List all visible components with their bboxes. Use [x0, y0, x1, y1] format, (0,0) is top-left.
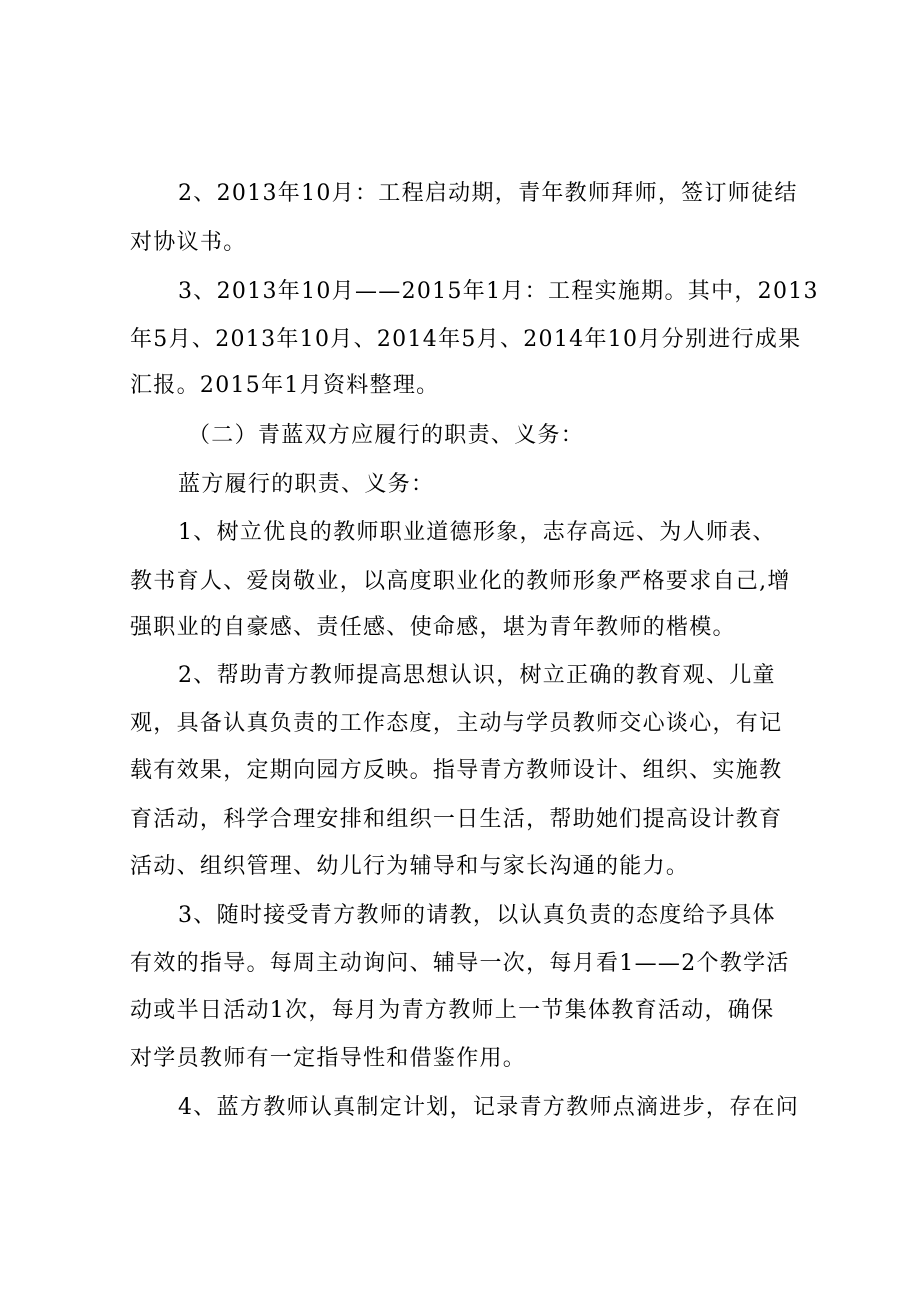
paragraph-line: 载有效果，定期向园方反映。指导青方教师设计、组织、实施教 — [130, 758, 783, 783]
paragraph-line: 2、2013年10月：工程启动期，青年教师拜师，签订师徒结 — [178, 181, 798, 206]
paragraph-line: 3、随时接受青方教师的请教，以认真负责的态度给予具体 — [178, 903, 776, 928]
paragraph-line: 动或半日活动1次，每月为青方教师上一节集体教育活动，确保 — [130, 998, 775, 1023]
paragraph-line: 教书育人、爱岗敬业，以高度职业化的教师形象严格要求自己,增 — [130, 569, 791, 594]
paragraph-line: 1、树立优良的教师职业道德形象，志存高远、为人师表、 — [178, 520, 776, 545]
paragraph-line: 育活动，科学合理安排和组织一日生活，帮助她们提高设计教育 — [130, 807, 783, 832]
paragraph-line: 2、帮助青方教师提高思想认识，树立正确的教育观、儿童 — [178, 663, 776, 688]
paragraph-line: 观，具备认真负责的工作态度，主动与学员教师交心谈心，有记 — [130, 711, 783, 736]
paragraph-line: 4、蓝方教师认真制定计划，记录青方教师点滴进步，存在问 — [178, 1095, 800, 1120]
paragraph-line: 3、2013年10月——2015年1月：工程实施期。其中，2013 — [178, 279, 819, 304]
paragraph-line: 对学员教师有一定指导性和借鉴作用。 — [130, 1046, 527, 1071]
section-heading: （二）青蓝双方应履行的职责、义务： — [188, 423, 585, 448]
paragraph-line: 汇报。2015年1月资料整理。 — [130, 373, 440, 398]
paragraph-line: 强职业的自豪感、责任感、使命感，堪为青年教师的楷模。 — [130, 615, 736, 640]
paragraph-line: 活动、组织管理、幼儿行为辅导和与家长沟通的能力。 — [130, 854, 690, 879]
paragraph-line: 有效的指导。每周主动询问、辅导一次，每月看1——2个教学活 — [130, 951, 790, 976]
paragraph-line: 年5月、2013年10月、2014年5月、2014年10月分别进行成果 — [130, 327, 802, 352]
paragraph-line: 对协议书。 — [130, 230, 247, 255]
subheading: 蓝方履行的职责、义务： — [178, 472, 435, 497]
